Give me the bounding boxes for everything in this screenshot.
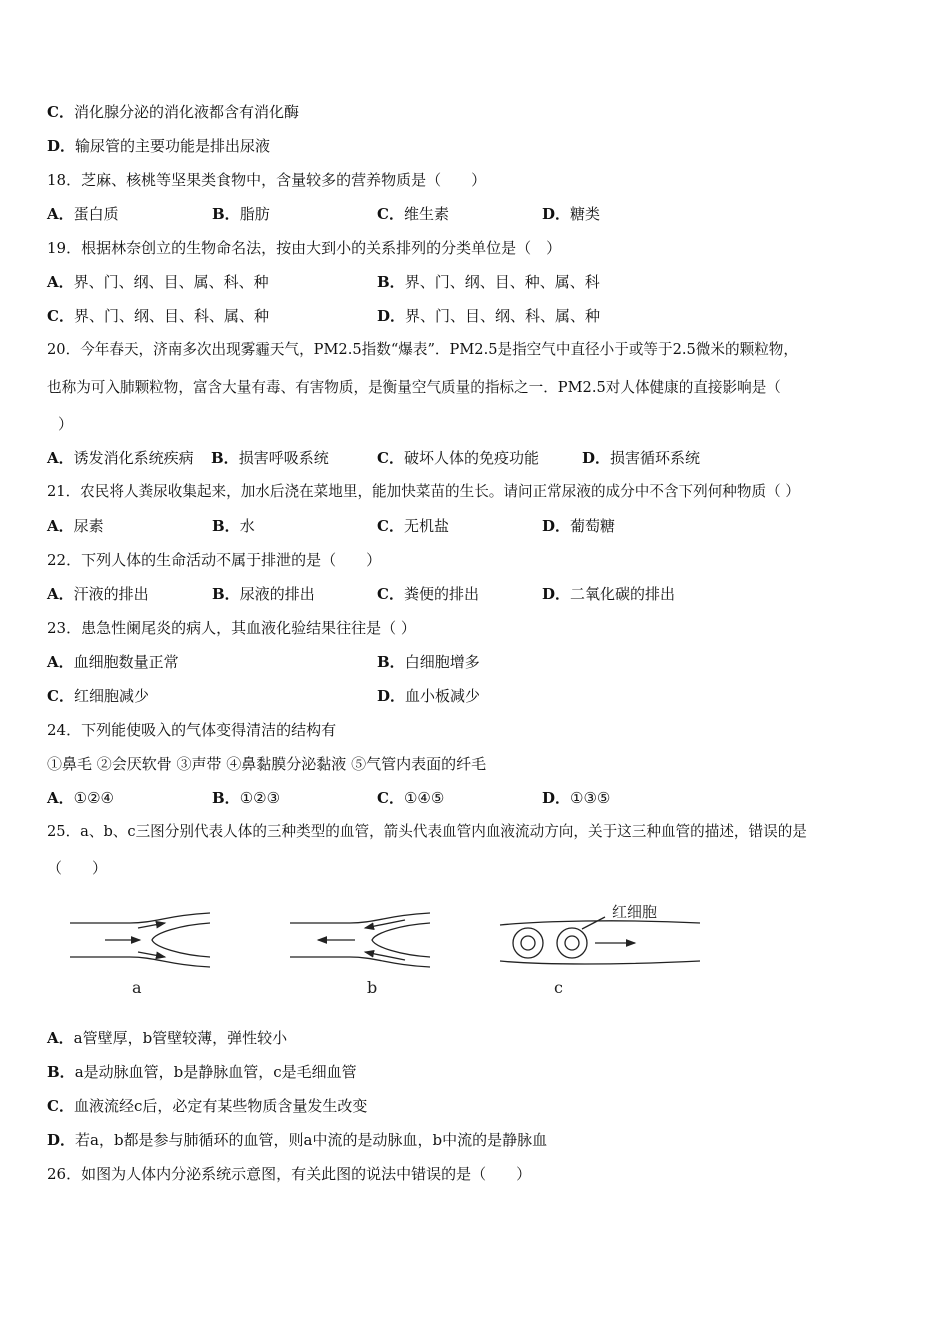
q21-option-c: C．无机盐 [377,517,449,535]
q21-stem: 21．农民将人粪尿收集起来，加水后浇在菜地里，能加快菜苗的生长。请问正常尿液的成分中不含下列何种物质（ ） [47,483,800,500]
q23-option-a: A．血细胞数量正常 [47,653,179,671]
vessel-a-label: a [132,978,142,997]
q19-stem: 19．根据林奈创立的生物命名法，按由大到小的关系排列的分类单位是（ ） [47,239,562,257]
q21-option-d: D．葡萄糖 [542,517,616,535]
q19-option-d: D．界、门、目、纲、科、属、种 [377,307,601,325]
q25-option-d: D．若a，b都是参与肺循环的血管，则a中流的是动脉血，b中流的是静脉血 [47,1131,548,1149]
q19-option-a: A．界、门、纲、目、属、科、种 [47,273,269,291]
q23-option-c: C．红细胞减少 [47,687,149,705]
q22-option-b: B．尿液的排出 [212,585,315,603]
q25-option-c: C．血液流经c后，必定有某些物质含量发生改变 [47,1097,368,1115]
q20-stem-line1: 20．今年春天，济南多次出现雾霾天气，PM2.5指数“爆表”．PM2.5是指空气中直径小于或等于2.5微米的颗粒物， [47,341,798,358]
q21-option-a: A．尿素 [47,517,104,535]
q25-option-b: B．a是动脉血管，b是静脉血管，c是毛细血管 [47,1063,357,1081]
q18-option-b: B．脂肪 [212,205,270,223]
q20-option-b: B．损害呼吸系统 [211,449,329,467]
q20-option-d: D．损害循环系统 [582,449,701,467]
q24-option-a: A．①②④ [47,789,114,807]
vessel-b-label: b [367,978,378,997]
q24-option-d: D．①③⑤ [542,789,611,807]
q20-stem-line2: 也称为可入肺颗粒物，富含大量有毒、有害物质，是衡量空气质量的指标之一．PM2.5对人体健康的直接影响是（ [47,379,781,396]
q24-stem: 24．下列能使吸入的气体变得清洁的结构有 [47,721,337,739]
q17-option-d: D．输尿管的主要功能是排出尿液 [47,137,271,155]
q26-stem: 26．如图为人体内分泌系统示意图，有关此图的说法中错误的是（ ） [47,1165,532,1183]
q19-option-b: B．界、门、纲、目、种、属、科 [377,273,600,291]
q18-option-a: A．蛋白质 [47,205,119,223]
vessel-c-diagram [500,917,700,964]
q22-option-d: D．二氧化碳的排出 [542,585,676,603]
q22-option-c: C．粪便的排出 [377,585,479,603]
q23-option-b: B．白细胞增多 [377,653,480,671]
q20-option-a: A．诱发消化系统疾病 [47,449,194,467]
q18-option-c: C．维生素 [377,205,449,223]
q18-option-d: D．糖类 [542,205,601,223]
q19-option-c: C．界、门、纲、目、科、属、种 [47,307,269,325]
vessel-c-label: c [554,978,563,997]
q17-option-c: C．消化腺分泌的消化液都含有消化酶 [47,103,299,121]
q24-option-c: C．①④⑤ [377,789,445,807]
q24-option-b: B．①②③ [212,789,281,807]
q25-stem-line2: （ ） [47,859,108,877]
red-blood-cell-callout: 红细胞 [612,903,658,921]
q21-option-b: B．水 [212,517,255,535]
q23-stem: 23．患急性阑尾炎的病人，其血液化验结果往往是（ ） [47,619,416,637]
q25-option-a: A．a管壁厚，b管壁较薄，弹性较小 [47,1029,288,1047]
q24-items: ①鼻毛 ②会厌软骨 ③声带 ④鼻黏膜分泌黏液 ⑤气管内表面的纤毛 [47,755,487,773]
vessel-a-diagram [70,913,210,967]
q25-stem-line1: 25．a、b、c三图分别代表人体的三种类型的血管，箭头代表血管内血液流动方向，关于这三种血管的描述，错误的是 [47,823,807,840]
q20-stem-line3: ） [58,415,74,433]
q23-option-d: D．血小板减少 [377,687,481,705]
blood-vessel-figure [60,895,720,1005]
q18-stem: 18．芝麻、核桃等坚果类食物中，含量较多的营养物质是（ ） [47,171,487,189]
vessel-b-diagram [290,913,430,967]
q22-option-a: A．汗液的排出 [47,585,149,603]
q22-stem: 22．下列人体的生命活动不属于排泄的是（ ） [47,551,382,569]
q20-option-c: C．破坏人体的免疫功能 [377,449,539,467]
